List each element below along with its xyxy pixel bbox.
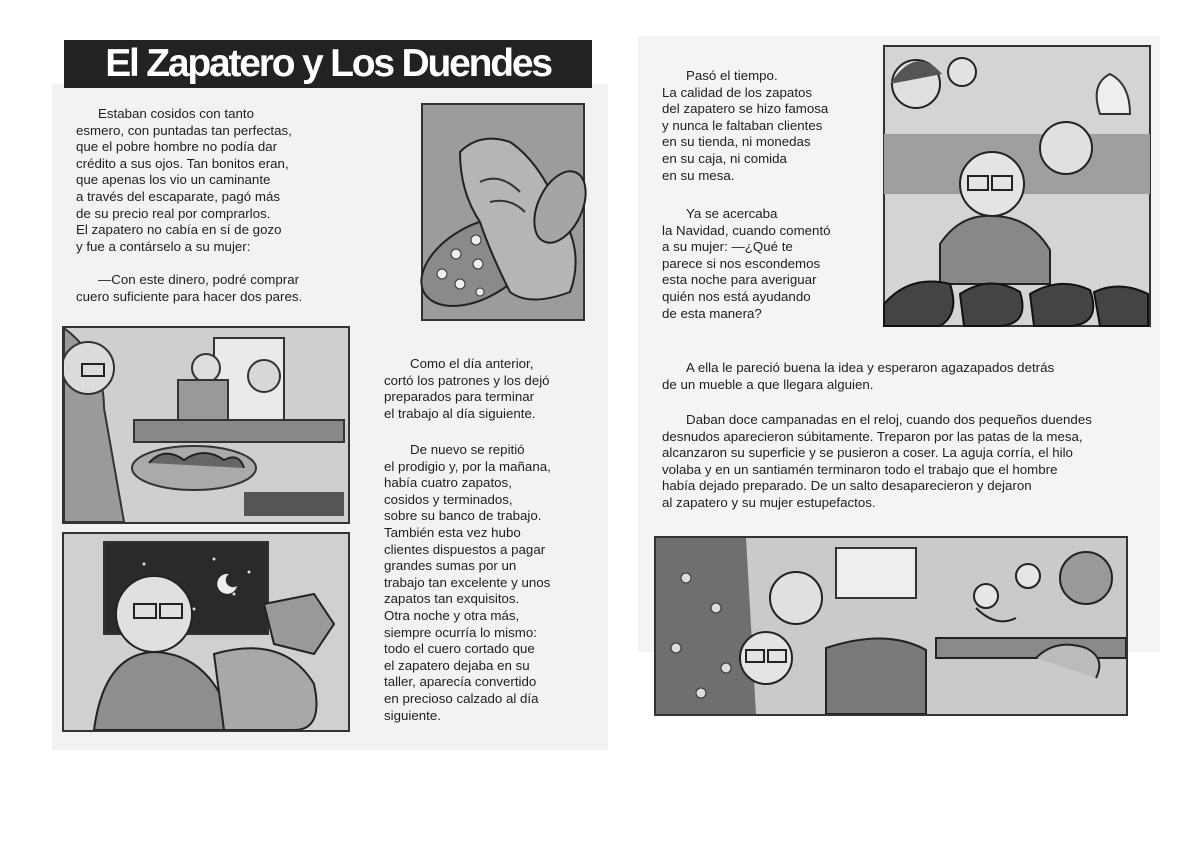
shoemaker-illustration (62, 532, 350, 732)
story-paragraph-2: —Con este dinero, podré comprar cuero suficiente para hacer dos pares. (76, 272, 303, 304)
story-paragraph-7: A ella le pareció buena la idea y esperaron agazapados detrás de un mueble a que llegara alguien. (662, 360, 1055, 392)
story-paragraph-6: Ya se acercaba la Navidad, cuando comentó a su mujer: —¿Qué te parece si nos escondemos esta noche para averiguar quién nos está ayudando de esta manera? (662, 206, 831, 321)
story-paragraph-5: Pasó el tiempo. La calidad de los zapatos del zapatero se hizo famosa y nunca le faltaban clientes en su tienda, ni monedas en su caja, ni comida en su mesa. (662, 68, 829, 183)
page-title: El Zapatero y Los Duendes (64, 40, 592, 88)
shoes-illustration (420, 102, 588, 322)
story-paragraph-4: De nuevo se repitió el prodigio y, por la mañana, había cuatro zapatos, cosidos y terminados, sobre su banco de trabajo. También esta vez hubo clientes dispuestos a pagar grandes sumas por un trabajo tan excelente y unos zapatos tan exquisitos. Otra noche y otra más, siempre ocurría lo mismo: todo el cuero cortado que el zapatero dejaba en su taller, aparecía convertido en precioso calzado al día siguiente. (384, 442, 551, 723)
story-paragraph-8: Daban doce campanadas en el reloj, cuando dos pequeños duendes desnudos aparecieron súbitamente. Treparon por las patas de la mesa, alcanzaron su superficie y se pusieron a coser. La aguja corría, el hilo volaba y en un santiamén terminaron todo el trabajo que el hombre había dejado preparado. De un salto desaparecieron y dejaron al zapatero y su mujer estupefactos. (662, 412, 1092, 510)
story-paragraph-1: Estaban cosidos con tanto esmero, con puntadas tan perfectas, que el pobre hombre no podía dar crédito a sus ojos. Tan bonitos eran, que apenas los vio un caminante a través del escaparate, pagó más de su precio real por comprarlos. El zapatero no cabía en sí de gozo y fue a contárselo a su mujer: (76, 106, 292, 254)
family-illustration (880, 44, 1154, 330)
workshop-illustration (62, 326, 350, 524)
elves-illustration (654, 536, 1128, 716)
story-paragraph-3: Como el día anterior, cortó los patrones y los dejó preparados para terminar el trabajo al día siguiente. (384, 356, 550, 421)
